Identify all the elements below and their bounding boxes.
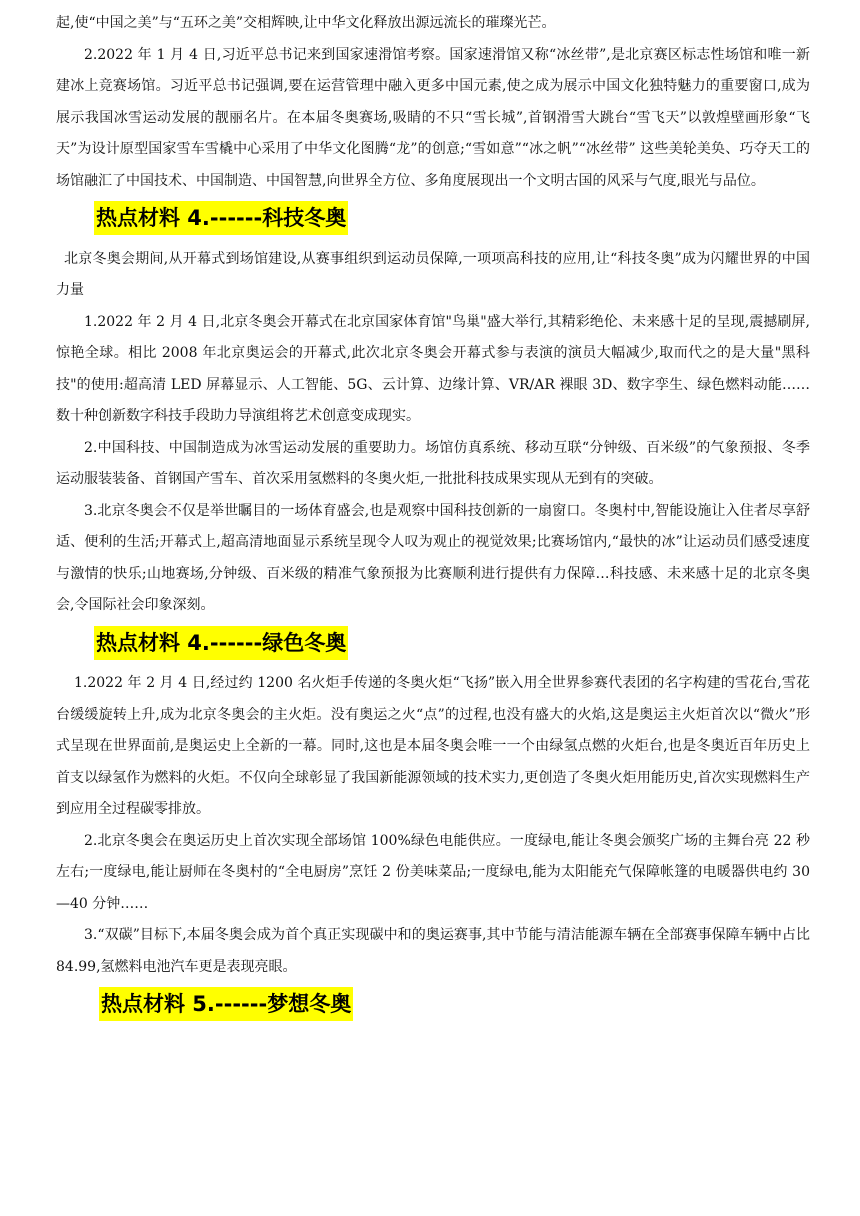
heading-tech-olympics-wrap [56,201,810,238]
paragraph-tech-intro: 北京冬奥会期间,从开幕式到场馆建设,从赛事组织到运动员保障,一项项高科技的应用,让“科技冬奥”成为闪耀世界的中国力量 [56,250,810,298]
heading-dream-olympics-wrap [56,987,810,1024]
heading-dream-olympics: 热点材料 5.------梦想冬奥 [99,987,353,1021]
paragraph-torch: 1.2022 年 2 月 4 日,经过约 1200 名火炬手传递的冬奥火炬“飞扬”嵌入用全世界参赛代表团的名字构建的雪花台,雪花台缓缓旋转上升,成为北京冬奥会的主火炬。没有奥运之火“点”的过程,也没有盛大的火焰,这是奥运主火炬首次以“微火”形式呈现在世界面前,是奥运史上全新的一幕。同时,这也是本届冬奥会唯一一个由绿氢点燃的火炬台,也是冬奥近百年历史上首支以绿氢作为燃料的火炬。不仅向全球彰显了我国新能源领域的技术实力,更创造了冬奥火炬用能历史,首次实现燃料生产到应用全过程碳零排放。 [56,675,810,817]
heading-green-olympics: 热点材料 4.------绿色冬奥 [94,626,348,660]
paragraph-dual-carbon: 3.“双碳”目标下,本届冬奥会成为首个真正实现碳中和的奥运赛事,其中节能与清洁能源车辆在全部赛事保障车辆中占比 84.99,氢燃料电池汽车更是表现亮眼。 [56,927,810,975]
paragraph-continuation: 起,使“中国之美”与“五环之美”交相辉映,让中华文化释放出源远流长的璀璨光芒。 [56,15,556,31]
paragraph-tech-window: 3.北京冬奥会不仅是举世瞩目的一场体育盛会,也是观察中国科技创新的一扇窗口。冬奥村中,智能设施让入住者尽享舒适、便利的生活;开幕式上,超高清地面显示系统呈现令人叹为观止的视觉效果;比赛场馆内,“最快的冰”让运动员们感受速度与激情的快乐;山地赛场,分钟级、百米级的精准气象预报为比赛顺利进行提供有力保障…科技感、未来感十足的北京冬奥会,令国际社会印象深刻。 [56,502,810,613]
heading-tech-olympics: 热点材料 4.------科技冬奥 [94,201,348,235]
paragraph-opening-ceremony: 1.2022 年 2 月 4 日,北京冬奥会开幕式在北京国家体育馆"鸟巢"盛大举行,其精彩绝伦、未来感十足的呈现,震撼刷屏,惊艳全球。相比 2008 年北京奥运会的开幕式,此次北京冬奥会开幕式参与表演的演员大幅减少,取而代之的是大量"黑科技"的使用:超高清 LED 屏幕显示、人工智能、5G、云计算、边缘计算、VR/AR 裸眼 3D、数字孪生、绿色燃料动能……数十种创新数字科技手段助力导演组将艺术创意变成现实。 [56,313,810,424]
paragraph-ice-ribbon: 2.2022 年 1 月 4 日,习近平总书记来到国家速滑馆考察。国家速滑馆又称“冰丝带”,是北京赛区标志性场馆和唯一新建冰上竞赛场馆。习近平总书记强调,要在运营管理中融入更多中国元素,使之成为展示中国文化独特魅力的重要窗口,成为展示我国冰雪运动发展的靓丽名片。在本届冬奥赛场,吸睛的不只“雪长城”,首钢滑雪大跳台“雪飞天”以敦煌壁画形象“飞天”为设计原型国家雪车雪橇中心采用了中华文化图腾“龙”的创意;“雪如意”“冰之帆”“冰丝带” 这些美轮美奂、巧夺天工的场馆融汇了中国技术、中国制造、中国智慧,向世界全方位、多角度展现出一个文明古国的风采与气度,眼光与品位。 [56,46,810,189]
paragraph-china-tech: 2.中国科技、中国制造成为冰雪运动发展的重要助力。场馆仿真系统、移动互联“分钟级、百米级”的气象预报、冬季运动服装装备、首钢国产雪车、首次采用氢燃料的冬奥火炬,一批批科技成果实现从无到有的突破。 [56,439,810,487]
paragraph-green-power: 2.北京冬奥会在奥运历史上首次实现全部场馆 100%绿色电能供应。一度绿电,能让冬奥会颁奖广场的主舞台亮 22 秒左右;一度绿电,能让厨师在冬奥村的“全电厨房”烹饪 2 份美味菜品;一度绿电,能为太阳能充气保障帐篷的电暖器供电约 30—40 分钟…… [56,832,810,912]
heading-green-olympics-wrap [56,626,810,663]
